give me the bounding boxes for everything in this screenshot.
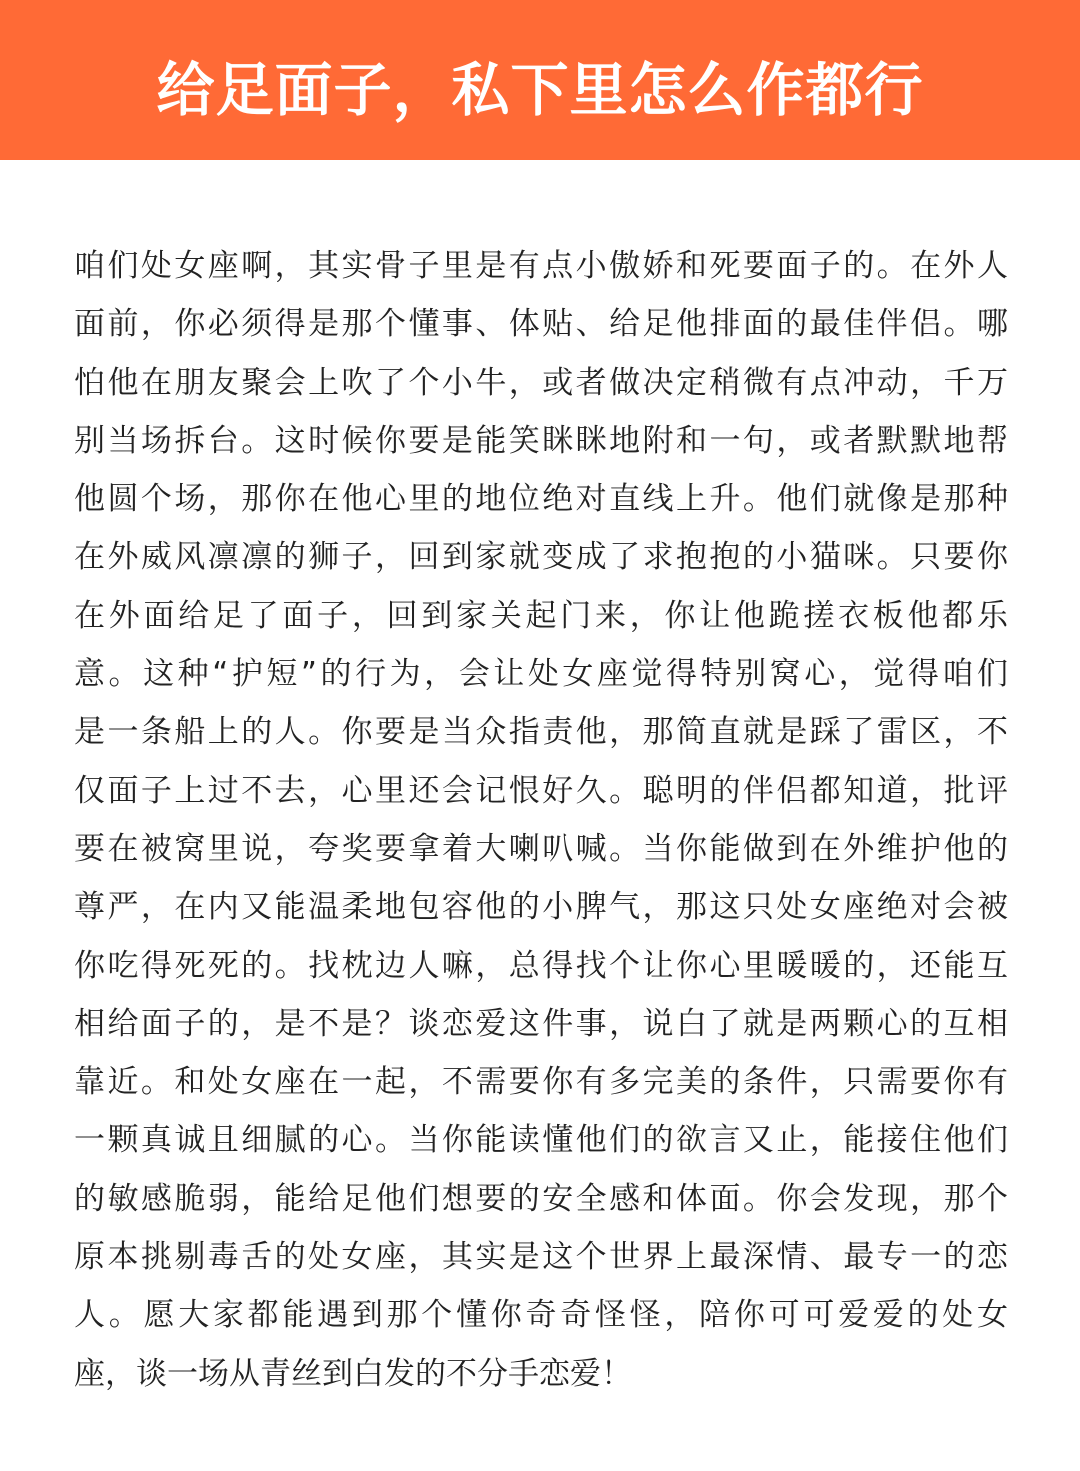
article-body: [74, 237, 1008, 1403]
article-line: 你吃得死死的。找枕边人嘛，总得找个让你心里暖暖的，还能互: [74, 947, 1008, 984]
article-line: 面前，你必须得是那个懂事、体贴、给足他排面的最佳伴侣。哪: [74, 306, 1008, 343]
article-line: 的敏感脆弱，能给足他们想要的安全感和体面。你会发现，那个: [74, 1180, 1008, 1217]
article-line: 别当场拆台。这时候你要是能笑眯眯地附和一句，或者默默地帮: [74, 422, 1008, 459]
article-line: 一颗真诚且细腻的心。当你能读懂他们的欲言又止，能接住他们: [74, 1122, 1008, 1159]
article-line: 在外面给足了面子，回到家关起门来，你让他跪搓衣板他都乐: [74, 597, 1008, 634]
article-line: 尊严，在内又能温柔地包容他的小脾气，那这只处女座绝对会被: [74, 889, 1008, 926]
article-line: 在外威风凛凛的狮子，回到家就变成了求抱抱的小猫咪。只要你: [74, 539, 1008, 576]
article-line: 仅面子上过不去，心里还会记恨好久。聪明的伴侣都知道，批评: [74, 772, 1008, 809]
article-line: 怕他在朋友聚会上吹了个小牛，或者做决定稍微有点冲动，千万: [74, 364, 1008, 401]
article-line: 咱们处女座啊，其实骨子里是有点小傲娇和死要面子的。在外人: [74, 248, 1008, 284]
article-line: 要在被窝里说，夸奖要拿着大喇叭喊。当你能做到在外维护他的: [74, 830, 1008, 867]
header-banner: [0, 0, 1080, 160]
article-line: 意。这种“护短”的行为，会让处女座觉得特别窝心，觉得咱们: [74, 656, 1008, 693]
article-line: 靠近。和处女座在一起，不需要你有多完美的条件，只需要你有: [74, 1064, 1008, 1101]
article-line: 他圆个场，那你在他心里的地位绝对直线上升。他们就像是那种: [74, 481, 1008, 518]
article-line: 原本挑剔毒舌的处女座，其实是这个世界上最深情、最专一的恋: [74, 1239, 1008, 1276]
article-line: 相给面子的，是不是？谈恋爱这件事，说白了就是两颗心的互相: [74, 1005, 1008, 1042]
article-line: 座，谈一场从青丝到白发的不分手恋爱！: [74, 1355, 632, 1392]
article-line: 人。愿大家都能遇到那个懂你奇奇怪怪，陪你可可爱爱的处女: [74, 1297, 1008, 1334]
article-line: 是一条船上的人。你要是当众指责他，那简直就是踩了雷区，不: [74, 714, 1008, 751]
page-title: 给足面子，私下里怎么作都行: [156, 56, 924, 124]
